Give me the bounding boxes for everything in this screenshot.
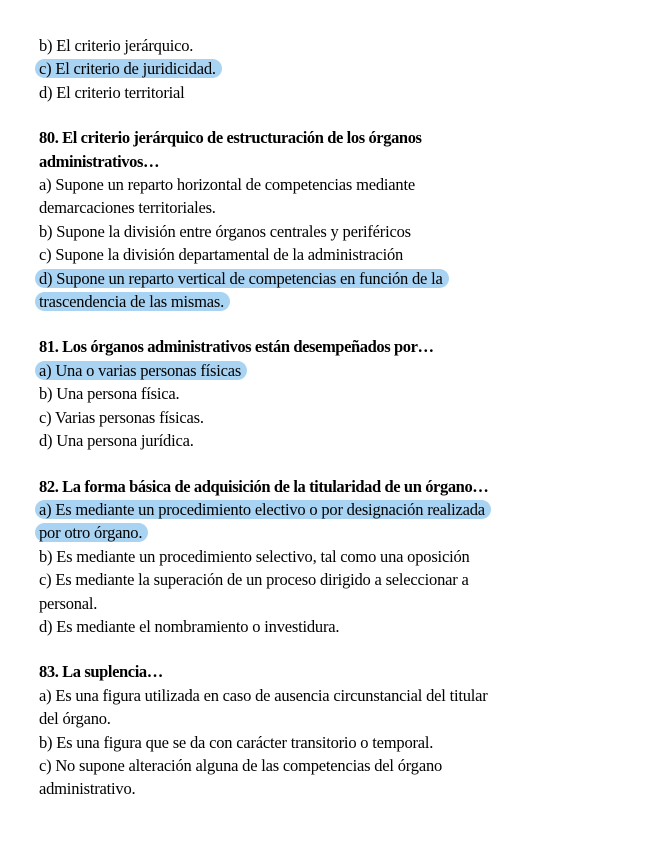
option-line xyxy=(39,777,639,800)
question-81 xyxy=(39,335,639,452)
option-text: b) El criterio jerárquico. xyxy=(39,36,194,55)
option-line xyxy=(39,173,639,196)
highlighted-option-text: trascendencia de las mismas. xyxy=(35,292,230,311)
question-title: 82. La forma básica de adquisición de la titularidad de un órgano… xyxy=(39,476,489,496)
highlighted-option-text: a) Una o varias personas físicas xyxy=(35,361,247,380)
option-text: b) Supone la división entre órganos centrales y periféricos xyxy=(39,221,411,241)
option-line xyxy=(39,34,639,57)
option-text: a) Supone un reparto horizontal de competencias mediante xyxy=(39,175,415,195)
option-line xyxy=(39,243,639,266)
option-text: d) Es mediante el nombramiento o investidura. xyxy=(39,616,340,636)
option-text: d) Una persona jurídica. xyxy=(39,431,194,451)
question-title: 81. Los órganos administrativos están desempeñados por… xyxy=(39,337,434,357)
option-text: a) Es una figura utilizada en caso de ausencia circunstancial del titular xyxy=(39,685,488,705)
highlighted-option-text: por otro órgano. xyxy=(35,523,148,542)
question-title: administrativos… xyxy=(39,151,160,171)
option-text: b) Es una figura que se da con carácter transitorio o temporal. xyxy=(39,732,434,752)
option-line xyxy=(39,568,639,591)
option-line xyxy=(39,290,639,313)
option-text: c) Es mediante la superación de un proceso dirigido a seleccionar a xyxy=(39,570,469,590)
option-text: c) Supone la división departamental de la administración xyxy=(39,245,404,265)
option-line xyxy=(39,382,639,405)
option-text: d) El criterio territorial xyxy=(39,82,185,102)
option-text: b) Una persona física. xyxy=(39,384,180,404)
question-82 xyxy=(39,475,639,639)
option-line xyxy=(39,57,639,80)
option-line xyxy=(39,592,639,615)
question-80 xyxy=(39,126,639,313)
highlighted-option-text: c) El criterio de juridicidad. xyxy=(35,59,222,78)
option-line xyxy=(39,545,639,568)
question-title: 83. La suplencia… xyxy=(39,662,163,682)
question-title: 80. El criterio jerárquico de estructuración de los órganos xyxy=(39,128,422,148)
option-line xyxy=(39,359,639,382)
question-83 xyxy=(39,660,639,800)
option-line xyxy=(39,521,639,544)
option-line xyxy=(39,615,639,638)
option-text: administrativo. xyxy=(39,779,136,799)
option-line xyxy=(39,196,639,219)
option-text: b) Es mediante un procedimiento selectivo, tal como una oposición xyxy=(39,546,470,566)
highlighted-option-text: a) Es mediante un procedimiento electivo o por designación realizada xyxy=(35,500,491,519)
option-line xyxy=(39,429,639,452)
option-line xyxy=(39,731,639,754)
document-page xyxy=(39,34,639,801)
option-line xyxy=(39,754,639,777)
option-line xyxy=(39,707,639,730)
option-line xyxy=(39,81,639,104)
option-line xyxy=(39,267,639,290)
previous-question-options xyxy=(39,34,639,104)
option-line xyxy=(39,498,639,521)
option-line xyxy=(39,684,639,707)
option-text: demarcaciones territoriales. xyxy=(39,198,216,218)
option-line xyxy=(39,220,639,243)
highlighted-option-text: d) Supone un reparto vertical de competencias en función de la xyxy=(35,269,449,288)
option-text: personal. xyxy=(39,593,98,613)
option-line xyxy=(39,406,639,429)
option-text: c) Varias personas físicas. xyxy=(39,407,204,427)
option-text: del órgano. xyxy=(39,709,111,729)
option-text: c) No supone alteración alguna de las competencias del órgano xyxy=(39,755,443,775)
